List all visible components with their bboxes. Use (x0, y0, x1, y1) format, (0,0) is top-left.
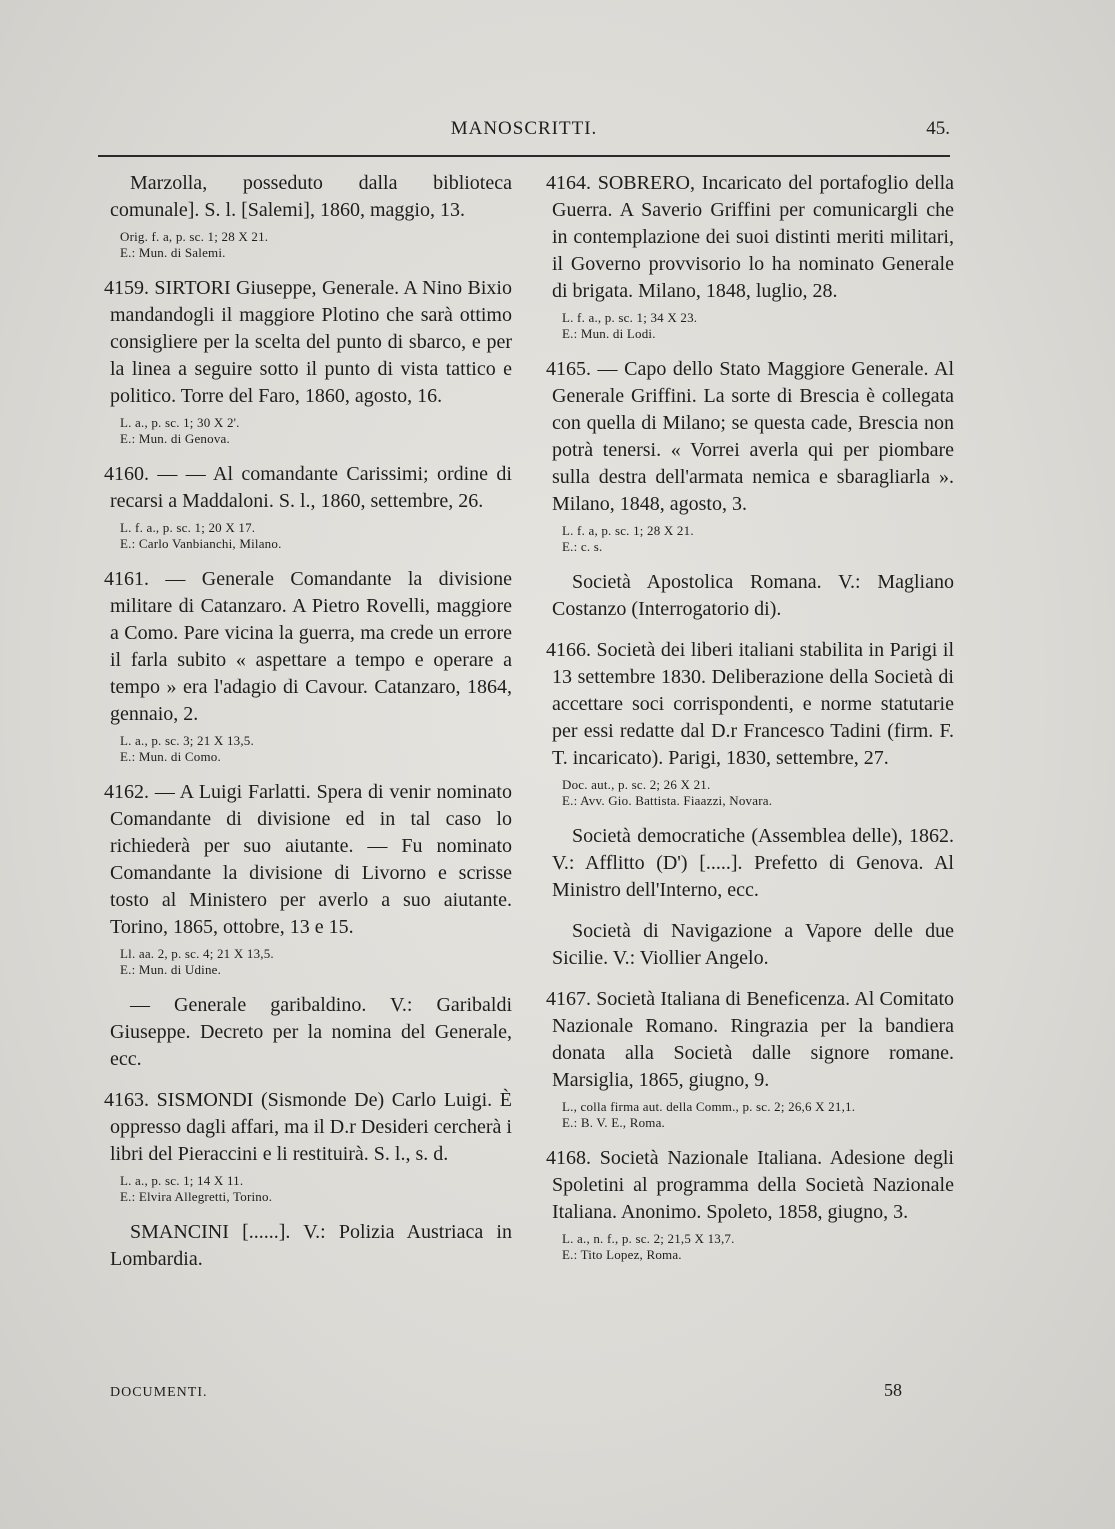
entry-physical-description: Ll. aa. 2, p. sc. 4; 21 X 13,5. (120, 946, 274, 961)
catalog-entry (546, 1145, 954, 1263)
entry-text: Società di Navigazione a Vapore delle due Sicilie. V.: Viollier Angelo. (552, 920, 954, 969)
entry-text: Marzolla, posseduto dalla biblioteca comunale]. S. l. [Salemi], 1860, maggio, 13. (110, 172, 512, 221)
entry-owner: E.: Mun. di Salemi. (120, 245, 226, 260)
entry-text: — Generale garibaldino. V.: Garibaldi Giuseppe. Decreto per la nomina del Generale, ecc. (110, 994, 512, 1070)
page-number: 45. (926, 118, 950, 139)
entry-physical-description: L., colla firma aut. della Comm., p. sc. 2; 26,6 X 21,1. (562, 1099, 856, 1114)
catalog-entry (104, 275, 512, 447)
catalog-entry (104, 779, 512, 978)
entry-physical-description: Orig. f. a, p. sc. 1; 28 X 21. (120, 229, 269, 244)
entry-text: SMANCINI [......]. V.: Polizia Austriaca in Lombardia. (110, 1221, 512, 1270)
entry-text: Società Apostolica Romana. V.: Magliano Costanzo (Interrogatorio di). (552, 571, 954, 620)
running-title: MANOSCRITTI. (450, 118, 598, 139)
entry-text: 4167. Società Italiana di Beneficenza. Al Comitato Nazionale Romano. Ringrazia per la bandiera donata alla Società dalle signore romane. Marsiglia, 1865, giugno, 9. (546, 988, 954, 1091)
catalog-entry (552, 918, 954, 972)
entry-text: 4159. SIRTORI Giuseppe, Generale. A Nino Bixio mandandogli il maggiore Plotino che sarà ottimo consigliere per la scelta del punto di sbarco, e per la linea a seguire sotto il punto di vista tattico e politico. Torre del Faro, 1860, agosto, 16. (104, 277, 512, 407)
catalog-entry (110, 1219, 512, 1273)
entry-text: 4166. Società dei liberi italiani stabilita in Parigi il 13 settembre 1830. Deliberazione della Società di accettare soci corrispondenti, e norme statutarie per essi redatte dal D.r Francesco Tadini (firm. F. T. incaricato). Parigi, 1830, settembre, 27. (546, 639, 954, 769)
entry-text: 4161. — Generale Comandante la divisione militare di Catanzaro. A Pietro Rovelli, maggiore a Como. Pare vicina la guerra, ma crede un errore il farla subito « aspettare a tempo e operare a tempo » era l'adagio di Cavour. Catanzaro, 1864, gennaio, 2. (104, 568, 512, 725)
entry-text: 4162. — A Luigi Farlatti. Spera di venir nominato Comandante di divisione ed in tal caso lo richiederà per suo aiutante. — Fu nominato Comandante la divisione di Livorno e scrisse tosto al Ministero per averlo a suo aiutante. Torino, 1865, ottobre, 13 e 15. (104, 781, 512, 938)
entry-owner: E.: Tito Lopez, Roma. (562, 1247, 682, 1262)
catalog-entry (110, 170, 512, 261)
entry-physical-description: L. a., p. sc. 3; 21 X 13,5. (120, 733, 254, 748)
catalog-entry (546, 986, 954, 1131)
footer-signature-mark: 58 (884, 1380, 902, 1400)
header-rule (98, 155, 950, 157)
entry-physical-description: L. a., p. sc. 1; 30 X 2'. (120, 415, 240, 430)
entry-physical-description: L. f. a, p. sc. 1; 28 X 21. (562, 523, 694, 538)
catalog-entry (546, 637, 954, 809)
entry-text: 4163. SISMONDI (Sismonde De) Carlo Luigi. È oppresso dagli affari, ma il D.r Desideri cercherà i libri del Pieraccini e li restituirà. S. l., s. d. (104, 1089, 512, 1165)
entry-owner: E.: Elvira Allegretti, Torino. (120, 1189, 273, 1204)
right-column (546, 170, 954, 1277)
catalog-entry (104, 566, 512, 765)
catalog-entry (546, 356, 954, 555)
entry-text: 4164. SOBRERO, Incaricato del portafoglio della Guerra. A Saverio Griffini per comunicargli che in contemplazione dei suoi distinti meriti militari, il Governo provvisorio lo ha nominato Generale di brigata. Milano, 1848, luglio, 28. (546, 172, 954, 302)
entry-owner: E.: Mun. di Lodi. (562, 326, 656, 341)
entry-physical-description: L. f. a., p. sc. 1; 20 X 17. (120, 520, 256, 535)
page-header (98, 118, 950, 148)
entry-owner: E.: B. V. E., Roma. (562, 1115, 665, 1130)
catalog-entry (110, 992, 512, 1073)
entry-physical-description: L. f. a., p. sc. 1; 34 X 23. (562, 310, 698, 325)
catalog-entry (546, 170, 954, 342)
entry-owner: E.: Avv. Gio. Battista. Fiaazzi, Novara. (562, 793, 773, 808)
entry-text: 4168. Società Nazionale Italiana. Adesione degli Spoletini al programma della Società Nazionale Italiana. Anonimo. Spoleto, 1858, giugno, 3. (546, 1147, 954, 1223)
entry-owner: E.: c. s. (562, 539, 603, 554)
entry-text: 4160. — — Al comandante Carissimi; ordine di recarsi a Maddaloni. S. l., 1860, settembre, 26. (104, 463, 512, 512)
entry-physical-description: L. a., n. f., p. sc. 2; 21,5 X 13,7. (562, 1231, 735, 1246)
catalog-entry (104, 1087, 512, 1205)
left-column (104, 170, 512, 1287)
entry-text: Società democratiche (Assemblea delle), 1862. V.: Afflitto (D') [.....]. Prefetto di Genova. Al Ministro dell'Interno, ecc. (552, 825, 954, 901)
entry-owner: E.: Mun. di Genova. (120, 431, 230, 446)
footer-documents-label: DOCUMENTI. (110, 1385, 208, 1400)
entry-physical-description: Doc. aut., p. sc. 2; 26 X 21. (562, 777, 711, 792)
catalog-entry (552, 569, 954, 623)
entry-text: 4165. — Capo dello Stato Maggiore Generale. Al Generale Griffini. La sorte di Brescia è collegata con quella di Milano; se questa cade, Brescia non potrà tenersi. « Vorrei averla qui per piombare sulla destra dell'armata nemica e sbaragliarla ». Milano, 1848, agosto, 3. (546, 358, 954, 515)
entry-physical-description: L. a., p. sc. 1; 14 X 11. (120, 1173, 244, 1188)
catalog-entry (552, 823, 954, 904)
entry-owner: E.: Mun. di Udine. (120, 962, 222, 977)
entry-owner: E.: Mun. di Como. (120, 749, 221, 764)
catalog-entry (104, 461, 512, 552)
entry-owner: E.: Carlo Vanbianchi, Milano. (120, 536, 282, 551)
